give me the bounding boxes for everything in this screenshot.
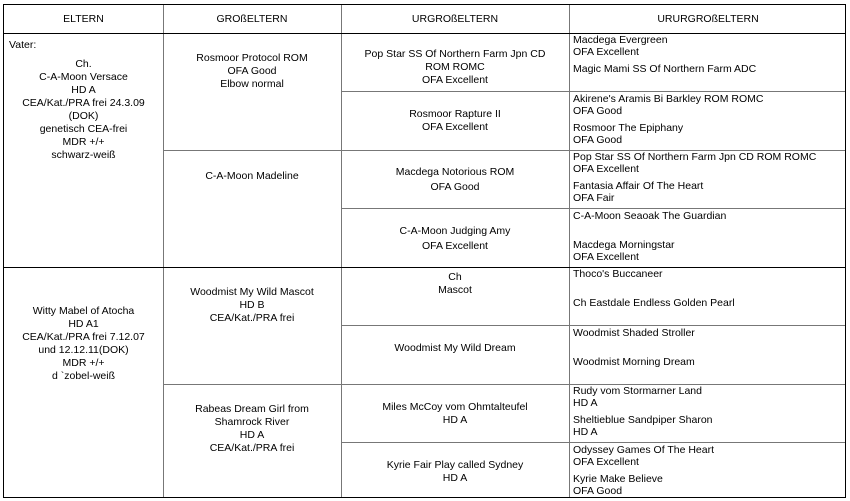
grandparent-line: HD B	[239, 299, 265, 311]
ggg-entry	[573, 151, 843, 175]
great-grandparent-line: HD A	[442, 472, 468, 484]
grandparent-name: Woodmist My Wild Mascot	[190, 286, 314, 298]
header-grosseltern: GROßELTERN	[216, 13, 288, 25]
ggg-line: HD A	[573, 426, 598, 438]
mother-line: und 12.12.11(DOK)	[38, 344, 129, 356]
great-grandparent-line: OFA Excellent	[422, 74, 488, 86]
ggg-line: OFA Excellent	[573, 46, 639, 58]
great-grandparent-name: Rosmoor Rapture II	[409, 108, 501, 120]
ggg-name: Ch Eastdale Endless Golden Pearl	[573, 297, 735, 309]
ggg-name: Macdega Morningstar	[573, 239, 675, 251]
ggg-name: Rudy vom Stormarner Land	[573, 385, 702, 397]
great-grandparent-name: C-A-Moon Judging Amy	[399, 225, 511, 237]
ggg-entry	[573, 180, 843, 204]
grandparent-line: CEA/Kat./PRA frei	[209, 312, 295, 324]
pedigree-table	[3, 4, 846, 498]
grandparent-line: Elbow normal	[220, 78, 284, 90]
ggg-line: HD A	[573, 397, 598, 409]
ggg-line: OFA Excellent	[573, 163, 639, 175]
grandparent-name: C-A-Moon Madeline	[205, 169, 299, 182]
father-line: genetisch CEA-frei	[39, 123, 128, 135]
great-grandparent-name: Pop Star SS Of Northern Farm Jpn CD	[364, 48, 546, 60]
row-divider	[341, 91, 845, 92]
great-grandparent-line: HD A	[442, 414, 468, 426]
ggg-name: Woodmist Shaded Stroller	[573, 327, 695, 339]
father-line: CEA/Kat./PRA frei 24.3.09	[22, 97, 145, 109]
ggg-name: Thoco's Buccaneer	[573, 268, 663, 280]
great-grandparent-cell	[341, 458, 569, 486]
great-grandparent-line: OFA Excellent	[422, 121, 488, 133]
mother-name: Witty Mabel of Atocha	[32, 305, 135, 317]
ggg-name: Odyssey Games Of The Heart	[573, 444, 715, 456]
great-grandparent-cell	[341, 400, 569, 428]
grandparent-cell	[163, 52, 341, 92]
grandparent-name: Rosmoor Protocol ROM	[196, 52, 308, 64]
ggg-entry	[573, 268, 843, 280]
ggg-entry	[573, 414, 843, 438]
ggg-name: Woodmist Morning Dream	[573, 356, 695, 368]
ggg-line: OFA Good	[573, 134, 623, 146]
great-grandparent-cell	[341, 165, 569, 195]
father-line: HD A	[71, 84, 96, 96]
mother-line: HD A1	[68, 318, 99, 330]
ggg-line: OFA Excellent	[573, 251, 639, 263]
column-divider	[569, 5, 570, 497]
grandparent-line: HD A	[239, 429, 265, 441]
ggg-line: OFA Fair	[573, 192, 615, 204]
ggg-line: OFA Good	[573, 485, 623, 497]
grandparent-cell	[163, 168, 341, 184]
grandparent-cell	[163, 403, 341, 457]
grandparent-line: CEA/Kat./PRA frei	[209, 442, 295, 454]
ggg-name: Macdega Evergreen	[573, 34, 668, 46]
ggg-line: OFA Good	[573, 105, 623, 117]
ggg-entry	[573, 385, 843, 409]
ggg-entry	[573, 34, 843, 58]
father-line: schwarz-weiß	[51, 149, 116, 161]
great-grandparent-name: Miles McCoy vom Ohmtalteufel	[382, 401, 528, 413]
ggg-name: C-A-Moon Seaoak The Guardian	[573, 210, 727, 222]
ggg-entry	[573, 93, 843, 117]
great-grandparent-name: Kyrie Fair Play called Sydney	[386, 459, 524, 471]
grandparent-line: Shamrock River	[214, 416, 290, 428]
ggg-entry	[573, 327, 843, 339]
ggg-entry	[573, 297, 843, 309]
row-divider	[341, 208, 845, 209]
great-grandparent-name: Macdega Notorious ROM	[395, 166, 515, 178]
great-grandparent-line: Mascot	[438, 284, 472, 296]
great-grandparent-cell	[341, 341, 569, 355]
ggg-entry	[573, 63, 843, 75]
father-line: Ch.	[75, 58, 92, 70]
father-name: C-A-Moon Versace	[39, 71, 128, 83]
ggg-entry	[573, 356, 843, 368]
great-grandparent-cell	[341, 107, 569, 135]
grandparent-name: Rabeas Dream Girl from	[195, 403, 309, 415]
great-grandparent-line: OFA Good	[430, 181, 480, 193]
ggg-name: Kyrie Make Believe	[573, 473, 663, 485]
ggg-entry	[573, 473, 843, 497]
header-urgrosseltern: URGROßELTERN	[411, 13, 499, 25]
row-divider	[341, 325, 845, 326]
ggg-name: Magic Mami SS Of Northern Farm ADC	[573, 63, 757, 75]
mother-line: CEA/Kat./PRA frei 7.12.07	[22, 331, 145, 343]
ggg-entry	[573, 444, 843, 468]
great-grandparent-cell	[341, 48, 569, 90]
ggg-line: OFA Excellent	[573, 456, 639, 468]
parent-father	[4, 39, 163, 159]
ggg-entry	[573, 122, 843, 146]
great-grandparent-name: Ch	[448, 271, 462, 283]
ggg-name: Akirene's Aramis Bi Barkley ROM ROMC	[573, 93, 764, 105]
mother-line: MDR +/+	[62, 357, 105, 369]
father-line: MDR +/+	[62, 136, 105, 148]
great-grandparent-name: Woodmist My Wild Dream	[394, 341, 516, 354]
great-grandparent-cell	[341, 224, 569, 254]
mother-line: d `zobel-weiß	[51, 370, 116, 382]
ggg-name: Fantasia Affair Of The Heart	[573, 180, 704, 192]
grandparent-cell	[163, 286, 341, 326]
header-eltern: ELTERN	[63, 13, 104, 25]
ggg-entry	[573, 239, 843, 263]
great-grandparent-cell	[341, 270, 569, 298]
father-line: (DOK)	[68, 110, 99, 122]
great-grandparent-line: ROM ROMC	[425, 61, 485, 73]
row-divider	[341, 442, 845, 443]
header-ururgrosseltern: URURGROßELTERN	[657, 13, 759, 25]
ggg-name: Pop Star SS Of Northern Farm Jpn CD ROM ROMC	[573, 151, 817, 163]
father-label: Vater:	[9, 39, 37, 51]
ggg-name: Rosmoor The Epiphany	[573, 122, 684, 134]
ggg-entry	[573, 210, 843, 222]
grandparent-line: OFA Good	[227, 65, 277, 77]
parent-mother	[4, 305, 163, 385]
ggg-name: Sheltieblue Sandpiper Sharon	[573, 414, 713, 426]
great-grandparent-line: OFA Excellent	[422, 240, 488, 252]
